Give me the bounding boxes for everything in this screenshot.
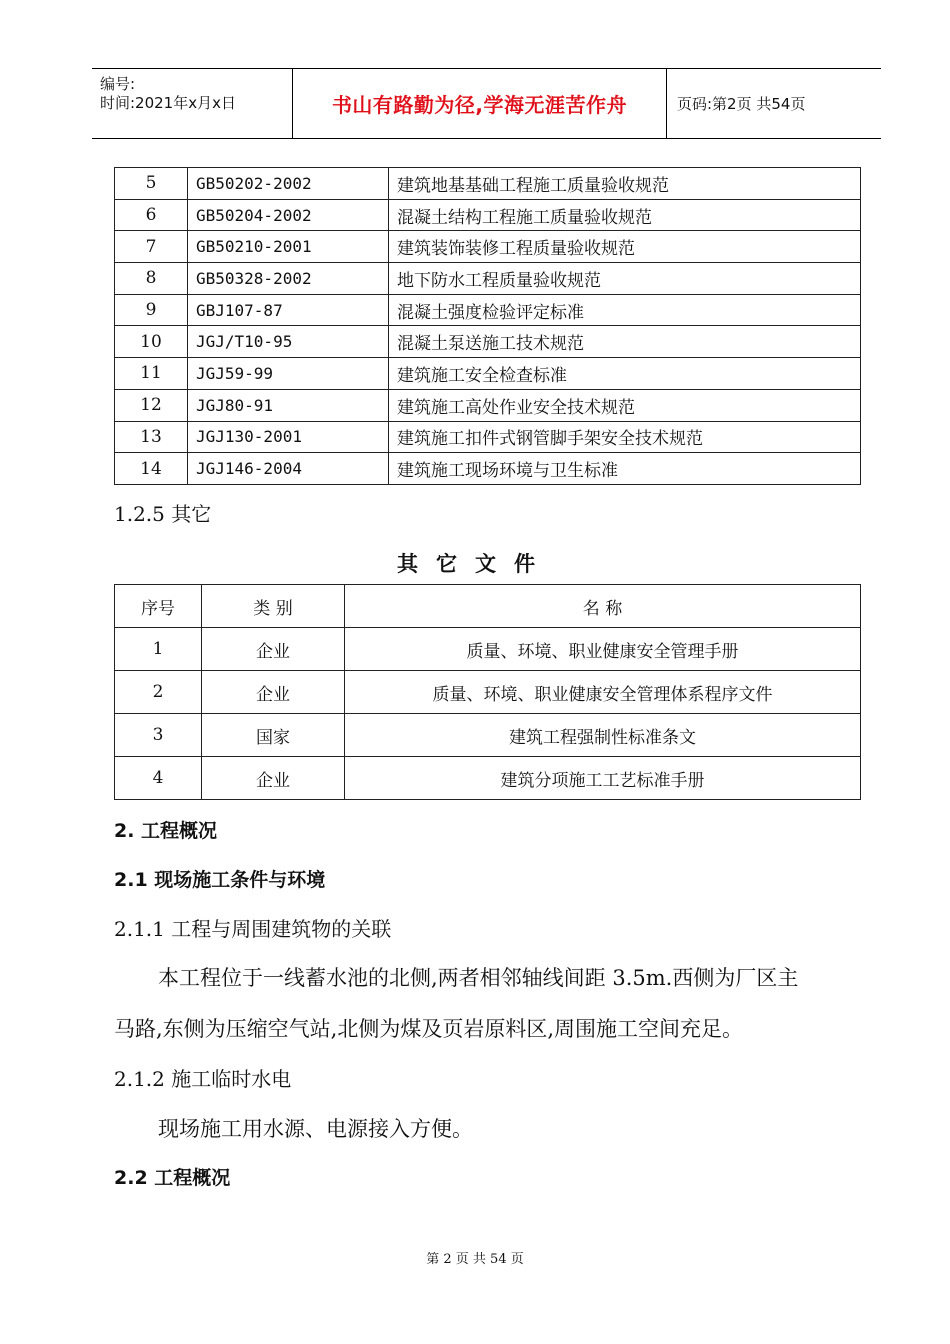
row-number: 5 (115, 168, 188, 200)
header-motto: 书山有路勤为径,学海无涯苦作舟 (293, 69, 667, 138)
table-row (115, 757, 861, 800)
table-row (115, 326, 861, 358)
header-info (92, 69, 293, 138)
doc-name: 质量、环境、职业健康安全管理体系程序文件 (345, 671, 861, 714)
row-number: 9 (115, 294, 188, 326)
standard-code: GB50210-2001 (188, 231, 389, 263)
table-row (115, 231, 861, 263)
table-row (115, 358, 861, 390)
table-row (115, 671, 861, 714)
doc-category: 国家 (202, 714, 345, 757)
row-number: 6 (115, 199, 188, 231)
standard-code: JGJ/T10-95 (188, 326, 389, 358)
table-row (115, 421, 861, 453)
standard-title: 混凝土强度检验评定标准 (389, 294, 861, 326)
paragraph-line: 马路,东侧为压缩空气站,北侧为煤及页岩原料区,周围施工空间充足。 (114, 1017, 744, 1041)
section-heading-2-1: 2.1 现场施工条件与环境 (114, 869, 326, 891)
row-number: 13 (115, 421, 188, 453)
doc-category: 企业 (202, 757, 345, 800)
table-row (115, 453, 861, 485)
standard-code: GBJ107-87 (188, 294, 389, 326)
header-page-label: 页码:第2页 共54页 (677, 95, 806, 113)
row-number: 2 (115, 671, 202, 714)
row-number: 8 (115, 263, 188, 295)
table-row (115, 389, 861, 421)
paragraph: 现场施工用水源、电源接入方便。 (158, 1117, 473, 1141)
column-header: 类 别 (202, 585, 345, 628)
column-header: 序号 (115, 585, 202, 628)
standards-table (114, 167, 861, 485)
number-label: 编号: (100, 75, 136, 93)
row-number: 11 (115, 358, 188, 390)
section-heading-2-1-1: 2.1.1 工程与周围建筑物的关联 (114, 917, 392, 941)
row-number: 1 (115, 628, 202, 671)
standard-title: 建筑施工高处作业安全技术规范 (389, 389, 861, 421)
standard-title: 混凝土泵送施工技术规范 (389, 326, 861, 358)
standard-title: 建筑地基基础工程施工质量验收规范 (389, 168, 861, 200)
table-row (115, 628, 861, 671)
time-label: 时间:2021年x月x日 (100, 94, 236, 112)
section-heading-2-1-2: 2.1.2 施工临时水电 (114, 1067, 292, 1091)
table-header-row (115, 585, 861, 628)
standard-title: 建筑装饰装修工程质量验收规范 (389, 231, 861, 263)
standard-title: 建筑施工安全检查标准 (389, 358, 861, 390)
standard-code: JGJ80-91 (188, 389, 389, 421)
doc-name: 质量、环境、职业健康安全管理手册 (345, 628, 861, 671)
table-row (115, 714, 861, 757)
standard-code: GB50328-2002 (188, 263, 389, 295)
standard-code: JGJ59-99 (188, 358, 389, 390)
page-header (92, 68, 881, 139)
row-number: 3 (115, 714, 202, 757)
column-header: 名 称 (345, 585, 861, 628)
standard-title: 混凝土结构工程施工质量验收规范 (389, 199, 861, 231)
section-heading-2-2: 2.2 工程概况 (114, 1167, 231, 1189)
row-number: 14 (115, 453, 188, 485)
table-row (115, 199, 861, 231)
table-row (115, 263, 861, 295)
standard-title: 建筑施工扣件式钢管脚手架安全技术规范 (389, 421, 861, 453)
table-row (115, 294, 861, 326)
standard-title: 建筑施工现场环境与卫生标准 (389, 453, 861, 485)
row-number: 7 (115, 231, 188, 263)
standard-code: GB50204-2002 (188, 199, 389, 231)
doc-category: 企业 (202, 628, 345, 671)
table-caption: 其它文件 (397, 551, 553, 576)
doc-name: 建筑工程强制性标准条文 (345, 714, 861, 757)
row-number: 4 (115, 757, 202, 800)
section-heading-2: 2. 工程概况 (114, 820, 218, 842)
other-docs-table (114, 584, 861, 800)
standard-code: JGJ130-2001 (188, 421, 389, 453)
paragraph-line: 本工程位于一线蓄水池的北侧,两者相邻轴线间距 3.5m.西侧为厂区主 (158, 966, 799, 990)
doc-name: 建筑分项施工工艺标准手册 (345, 757, 861, 800)
row-number: 12 (115, 389, 188, 421)
standard-code: JGJ146-2004 (188, 453, 389, 485)
page-footer: 第 2 页 共 54 页 (426, 1252, 524, 1267)
standard-title: 地下防水工程质量验收规范 (389, 263, 861, 295)
section-heading-1-2-5: 1.2.5 其它 (114, 502, 212, 526)
table-row (115, 168, 861, 200)
doc-category: 企业 (202, 671, 345, 714)
row-number: 10 (115, 326, 188, 358)
standard-code: GB50202-2002 (188, 168, 389, 200)
